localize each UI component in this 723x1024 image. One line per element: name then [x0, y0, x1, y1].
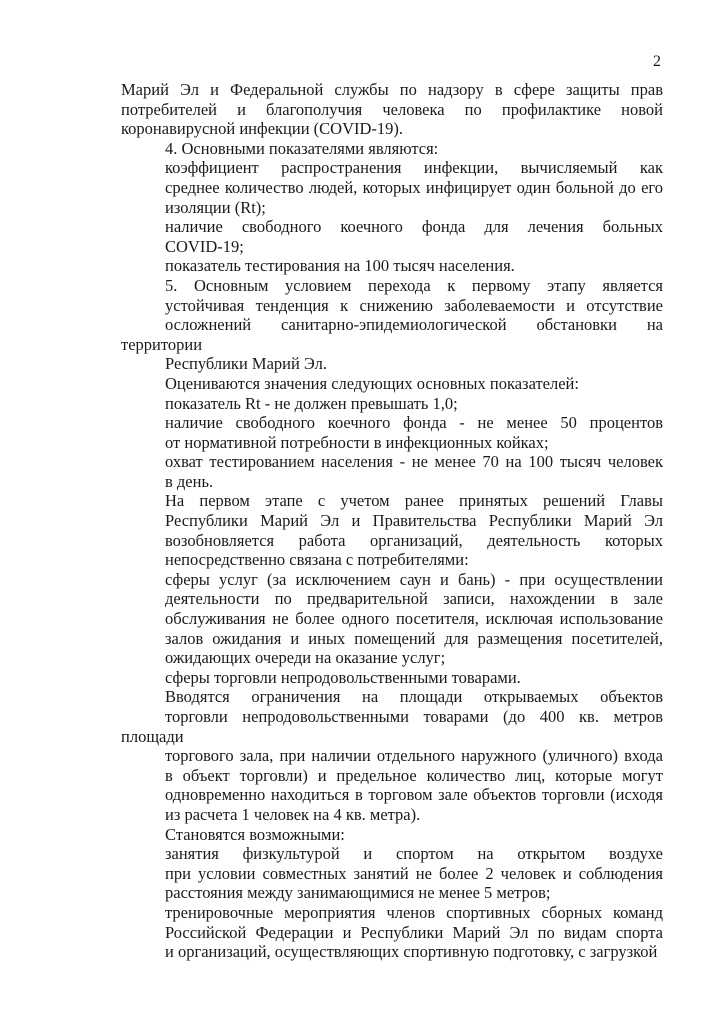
text-line: Становятся возможными:: [165, 824, 345, 844]
text-line: в объект торговли) и предельное количество лиц, которые могут: [165, 765, 663, 785]
text-line: Республики Марий Эл и Правительства Республики Марий Эл: [165, 511, 663, 531]
paragraph: [121, 139, 663, 159]
text-line: Оцениваются значения следующих основных показателей:: [165, 373, 579, 393]
text-line: показатель Rt - не должен превышать 1,0;: [165, 393, 458, 413]
text-line: в день.: [165, 471, 214, 491]
text-line: возобновляется работа организаций, деятельность которых: [165, 530, 663, 550]
paragraph: [121, 687, 663, 824]
paragraph: [121, 570, 663, 668]
text-line: и организаций, осуществляющих спортивную подготовку, с загрузкой: [165, 942, 658, 962]
text-line: одновременно находиться в торговом зале объектов торговли (исходя: [165, 785, 663, 805]
text-line: На первом этапе с учетом ранее принятых решений Главы: [165, 491, 663, 511]
paragraph: [121, 158, 663, 217]
text-line: Российской Федерации и Республики Марий Эл по видам спорта: [165, 922, 663, 942]
text-line: среднее количество людей, которых инфицирует один больной до его: [165, 177, 663, 197]
text-line: торговли непродовольственными товарами (до 400 кв. метров площади: [121, 707, 663, 746]
paragraph: [121, 276, 663, 374]
text-line: расстояния между занимающимися не менее 5 метров;: [165, 883, 551, 903]
text-line: при условии совместных занятий не более 2 человек и соблюдения: [165, 863, 663, 883]
text-line: изоляции (Rt);: [165, 197, 266, 217]
text-line: сферы торговли непродовольственными товарами.: [165, 667, 521, 687]
paragraph: [121, 374, 663, 394]
paragraph: [121, 668, 663, 688]
text-line: деятельности по предварительной записи, нахождении в зале: [165, 589, 663, 609]
text-line: от нормативной потребности в инфекционных койках;: [165, 432, 549, 452]
paragraph: [121, 80, 663, 139]
text-line: непосредственно связана с потребителями:: [165, 550, 469, 570]
text-line: торгового зала, при наличии отдельного наружного (уличного) входа: [165, 746, 663, 766]
text-line: Республики Марий Эл.: [165, 354, 327, 374]
text-line: 5. Основным условием перехода к первому этапу является: [165, 275, 663, 295]
text-line: ожидающих очереди на оказание услуг;: [165, 648, 446, 668]
paragraph: [121, 256, 663, 276]
text-line: коронавирусной инфекции (COVID-19).: [121, 119, 404, 139]
text-line: занятия физкультурой и спортом на открытом воздухе: [165, 844, 663, 864]
paragraph: [121, 825, 663, 845]
paragraph: [121, 903, 663, 962]
text-line: наличие свободного коечного фонда - не менее 50 процентов: [165, 413, 663, 433]
text-line: Вводятся ограничения на площади открываемых объектов: [165, 687, 663, 707]
paragraph: [121, 394, 663, 414]
text-line: тренировочные мероприятия членов спортивных сборных команд: [165, 902, 663, 922]
text-line: осложнений санитарно-эпидемиологической обстановки на территории: [121, 315, 663, 354]
paragraph: [121, 452, 663, 491]
text-line: сферы услуг (за исключением саун и бань) - при осуществлении: [165, 569, 663, 589]
text-line: наличие свободного коечного фонда для лечения больных: [165, 217, 663, 237]
text-line: потребителей и благополучия человека по профилактике новой: [121, 99, 663, 119]
paragraph: [121, 217, 663, 256]
text-line: охват тестированием населения - не менее 70 на 100 тысяч человек: [165, 452, 663, 472]
text-line: залов ожидания и иных помещений для размещения посетителей,: [165, 628, 663, 648]
text-line: 4. Основными показателями являются:: [165, 138, 439, 158]
text-line: из расчета 1 человек на 4 кв. метра).: [165, 804, 421, 824]
text-line: Марий Эл и Федеральной службы по надзору в сфере защиты прав: [121, 80, 663, 99]
text-line: обслуживания не более одного посетителя, исключая использование: [165, 609, 663, 629]
text-line: показатель тестирования на 100 тысяч населения.: [165, 256, 515, 276]
paragraph: [121, 413, 663, 452]
body-text: [121, 80, 663, 962]
paragraph: [121, 844, 663, 903]
text-line: COVID-19;: [165, 236, 244, 256]
text-line: устойчивая тенденция к снижению заболеваемости и отсутствие: [165, 295, 663, 315]
text-line: коэффициент распространения инфекции, вычисляемый как: [165, 158, 663, 178]
paragraph: [121, 491, 663, 569]
page-number: 2: [653, 53, 661, 70]
